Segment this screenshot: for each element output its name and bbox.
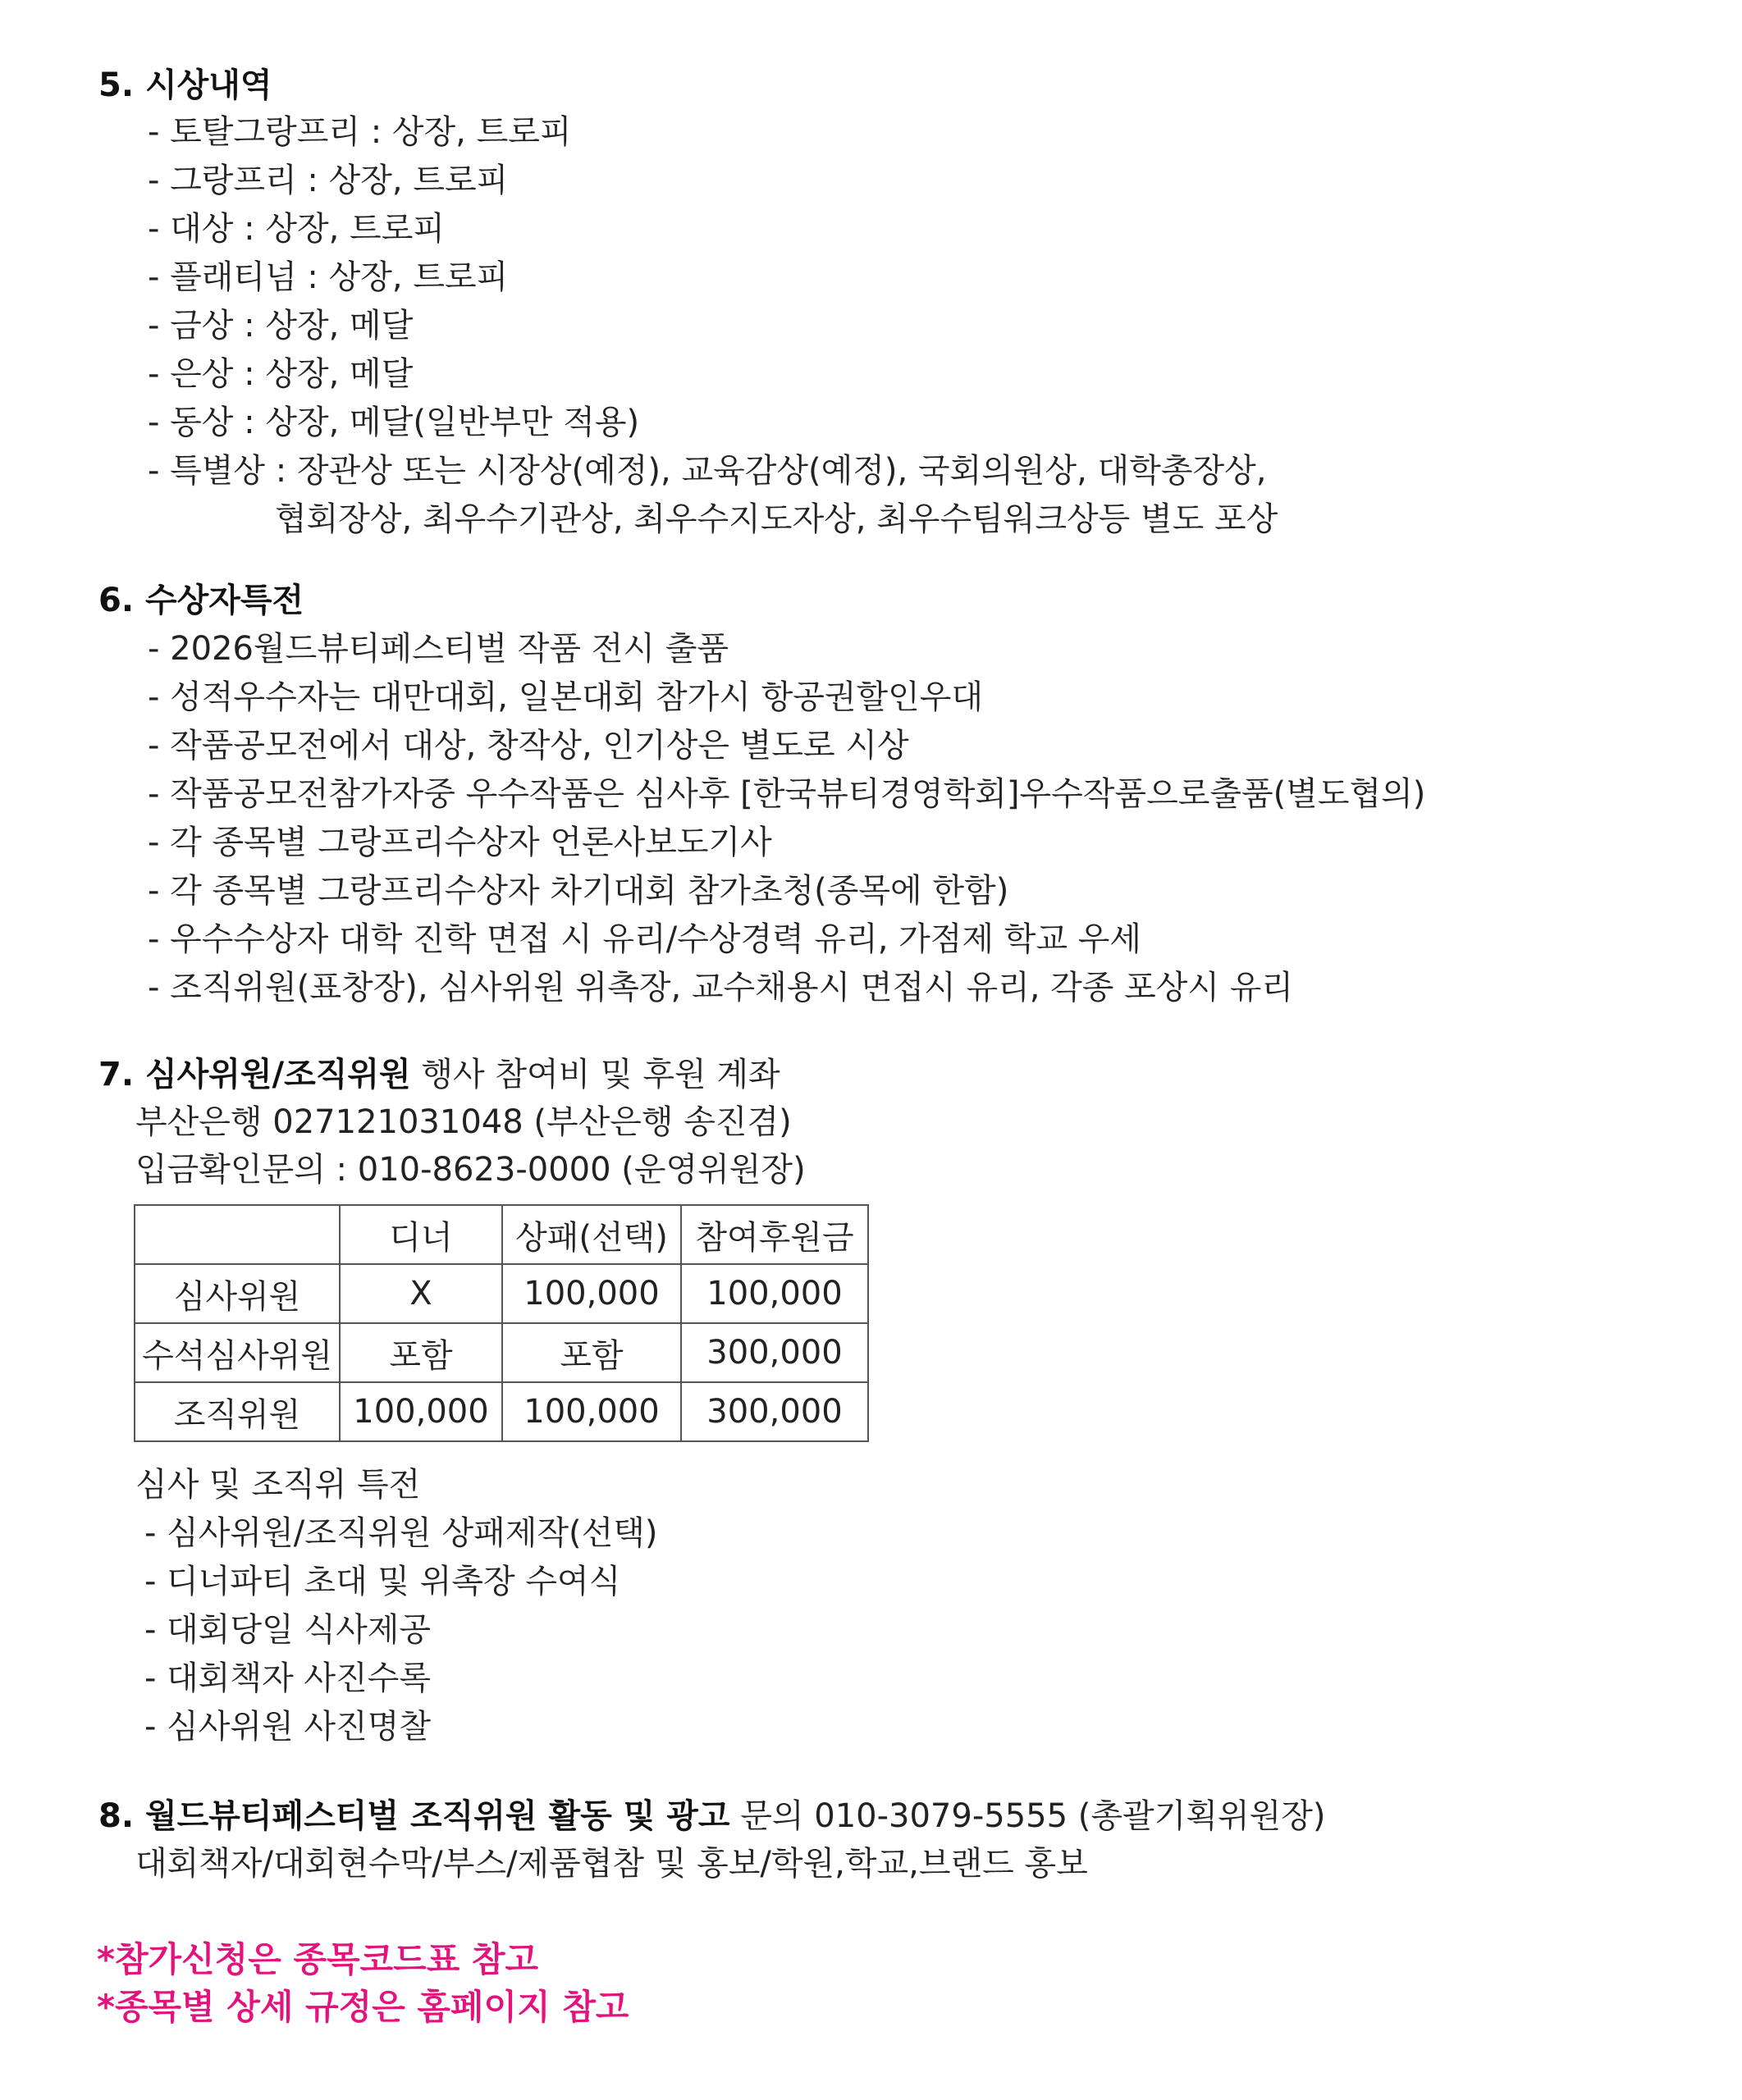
- table-cell: 300,000: [681, 1323, 868, 1382]
- list-item: - 금상 : 상장, 메달: [148, 302, 1278, 350]
- list-item: - 대상 : 상장, 트로피: [148, 205, 1278, 253]
- list-item: - 디너파티 초대 및 위촉장 수여식: [144, 1558, 658, 1606]
- list-item: - 대회책자 사진수록: [144, 1655, 658, 1703]
- list-item: - 토탈그랑프리 : 상장, 트로피: [148, 108, 1278, 157]
- table-cell: 300,000: [681, 1382, 868, 1441]
- list-item: - 각 종목별 그랑프리수상자 언론사보도기사: [148, 819, 1425, 867]
- table-row: [135, 1382, 868, 1441]
- table-row: [135, 1323, 868, 1382]
- table-cell: 포함: [340, 1323, 502, 1382]
- list-item: - 작품공모전에서 대상, 창작상, 인기상은 별도로 시상: [148, 722, 1425, 770]
- section5-title: 5. 시상내역: [98, 66, 272, 104]
- table-header-cell: [135, 1205, 340, 1264]
- table-header-cell: 참여후원금: [681, 1205, 868, 1264]
- table-cell: 심사위원: [135, 1264, 340, 1323]
- section7-title-bold: 7. 심사위원/조직위원: [98, 1056, 411, 1093]
- benefits-list: [144, 1509, 658, 1751]
- list-item: - 은상 : 상장, 메달: [148, 350, 1278, 399]
- note-rules: *종목별 상세 규정은 홈페이지 참고: [97, 1987, 629, 2027]
- table-cell: 100,000: [681, 1264, 868, 1323]
- table-cell: 포함: [502, 1323, 681, 1382]
- list-item: - 동상 : 상장, 메달(일반부만 적용): [148, 399, 1278, 447]
- deposit-contact: 입금확인문의 : 010-8623-0000 (운영위원장): [135, 1151, 806, 1189]
- table-header-row: [135, 1205, 868, 1264]
- table-cell: 100,000: [502, 1264, 681, 1323]
- list-item: - 조직위원(표창장), 심사위원 위촉장, 교수채용시 면접시 유리, 각종 포상시 유리: [148, 964, 1425, 1012]
- section6-title: 6. 수상자특전: [98, 582, 304, 619]
- note-registration: *참가신청은 종목코드표 참고: [97, 1939, 539, 1979]
- list-item-continuation: 협회장상, 최우수기관상, 최우수지도자상, 최우수팀워크상등 별도 포상: [275, 500, 1278, 538]
- table-cell: X: [340, 1264, 502, 1323]
- list-item: - 그랑프리 : 상장, 트로피: [148, 157, 1278, 205]
- table-header-cell: 상패(선택): [502, 1205, 681, 1264]
- list-item: - 심사위원 사진명찰: [144, 1703, 658, 1751]
- section8-title-bold: 8. 월드뷰티페스티벌 조직위원 활동 및 광고: [98, 1797, 730, 1835]
- list-item: - 플래티넘 : 상장, 트로피: [148, 253, 1278, 302]
- list-item: - 심사위원/조직위원 상패제작(선택): [144, 1509, 658, 1558]
- section6-list: [148, 625, 1425, 1012]
- benefits-title: 심사 및 조직위 특전: [135, 1466, 421, 1504]
- list-item: - 2026월드뷰티페스티벌 작품 전시 출품: [148, 625, 1425, 673]
- table-row: [135, 1264, 868, 1323]
- table-cell: 조직위원: [135, 1382, 340, 1441]
- table-cell: 100,000: [340, 1382, 502, 1441]
- list-item: - 대회당일 식사제공: [144, 1606, 658, 1655]
- section8-detail: 대회책자/대회현수막/부스/제품협참 및 홍보/학원,학교,브랜드 홍보: [135, 1845, 1088, 1883]
- table-header-cell: 디너: [340, 1205, 502, 1264]
- fee-table: [134, 1204, 869, 1442]
- list-item: - 특별상 : 장관상 또는 시장상(예정), 교육감상(예정), 국회의원상, 대학총장상,: [148, 447, 1278, 495]
- section8-title-rest: 문의 010-3079-5555 (총괄기획위원장): [729, 1797, 1326, 1835]
- section5-list: [148, 108, 1278, 544]
- table-cell: 100,000: [502, 1382, 681, 1441]
- account-info: 부산은행 027121031048 (부산은행 송진겸): [135, 1103, 792, 1141]
- section8-title: [98, 1793, 1325, 1839]
- list-item: - 우수수상자 대학 진학 면접 시 유리/수상경력 유리, 가점제 학교 우세: [148, 915, 1425, 964]
- table-cell: 수석심사위원: [135, 1323, 340, 1382]
- section7-title: [98, 1052, 780, 1098]
- section7-title-rest: 행사 참여비 및 후원 계좌: [410, 1056, 780, 1093]
- list-item: - 성적우수자는 대만대회, 일본대회 참가시 항공권할인우대: [148, 673, 1425, 722]
- list-item: - 각 종목별 그랑프리수상자 차기대회 참가초청(종목에 한함): [148, 867, 1425, 915]
- list-item: - 작품공모전참가자중 우수작품은 심사후 [한국뷰티경영학회]우수작품으로출품(별도협의): [148, 770, 1425, 819]
